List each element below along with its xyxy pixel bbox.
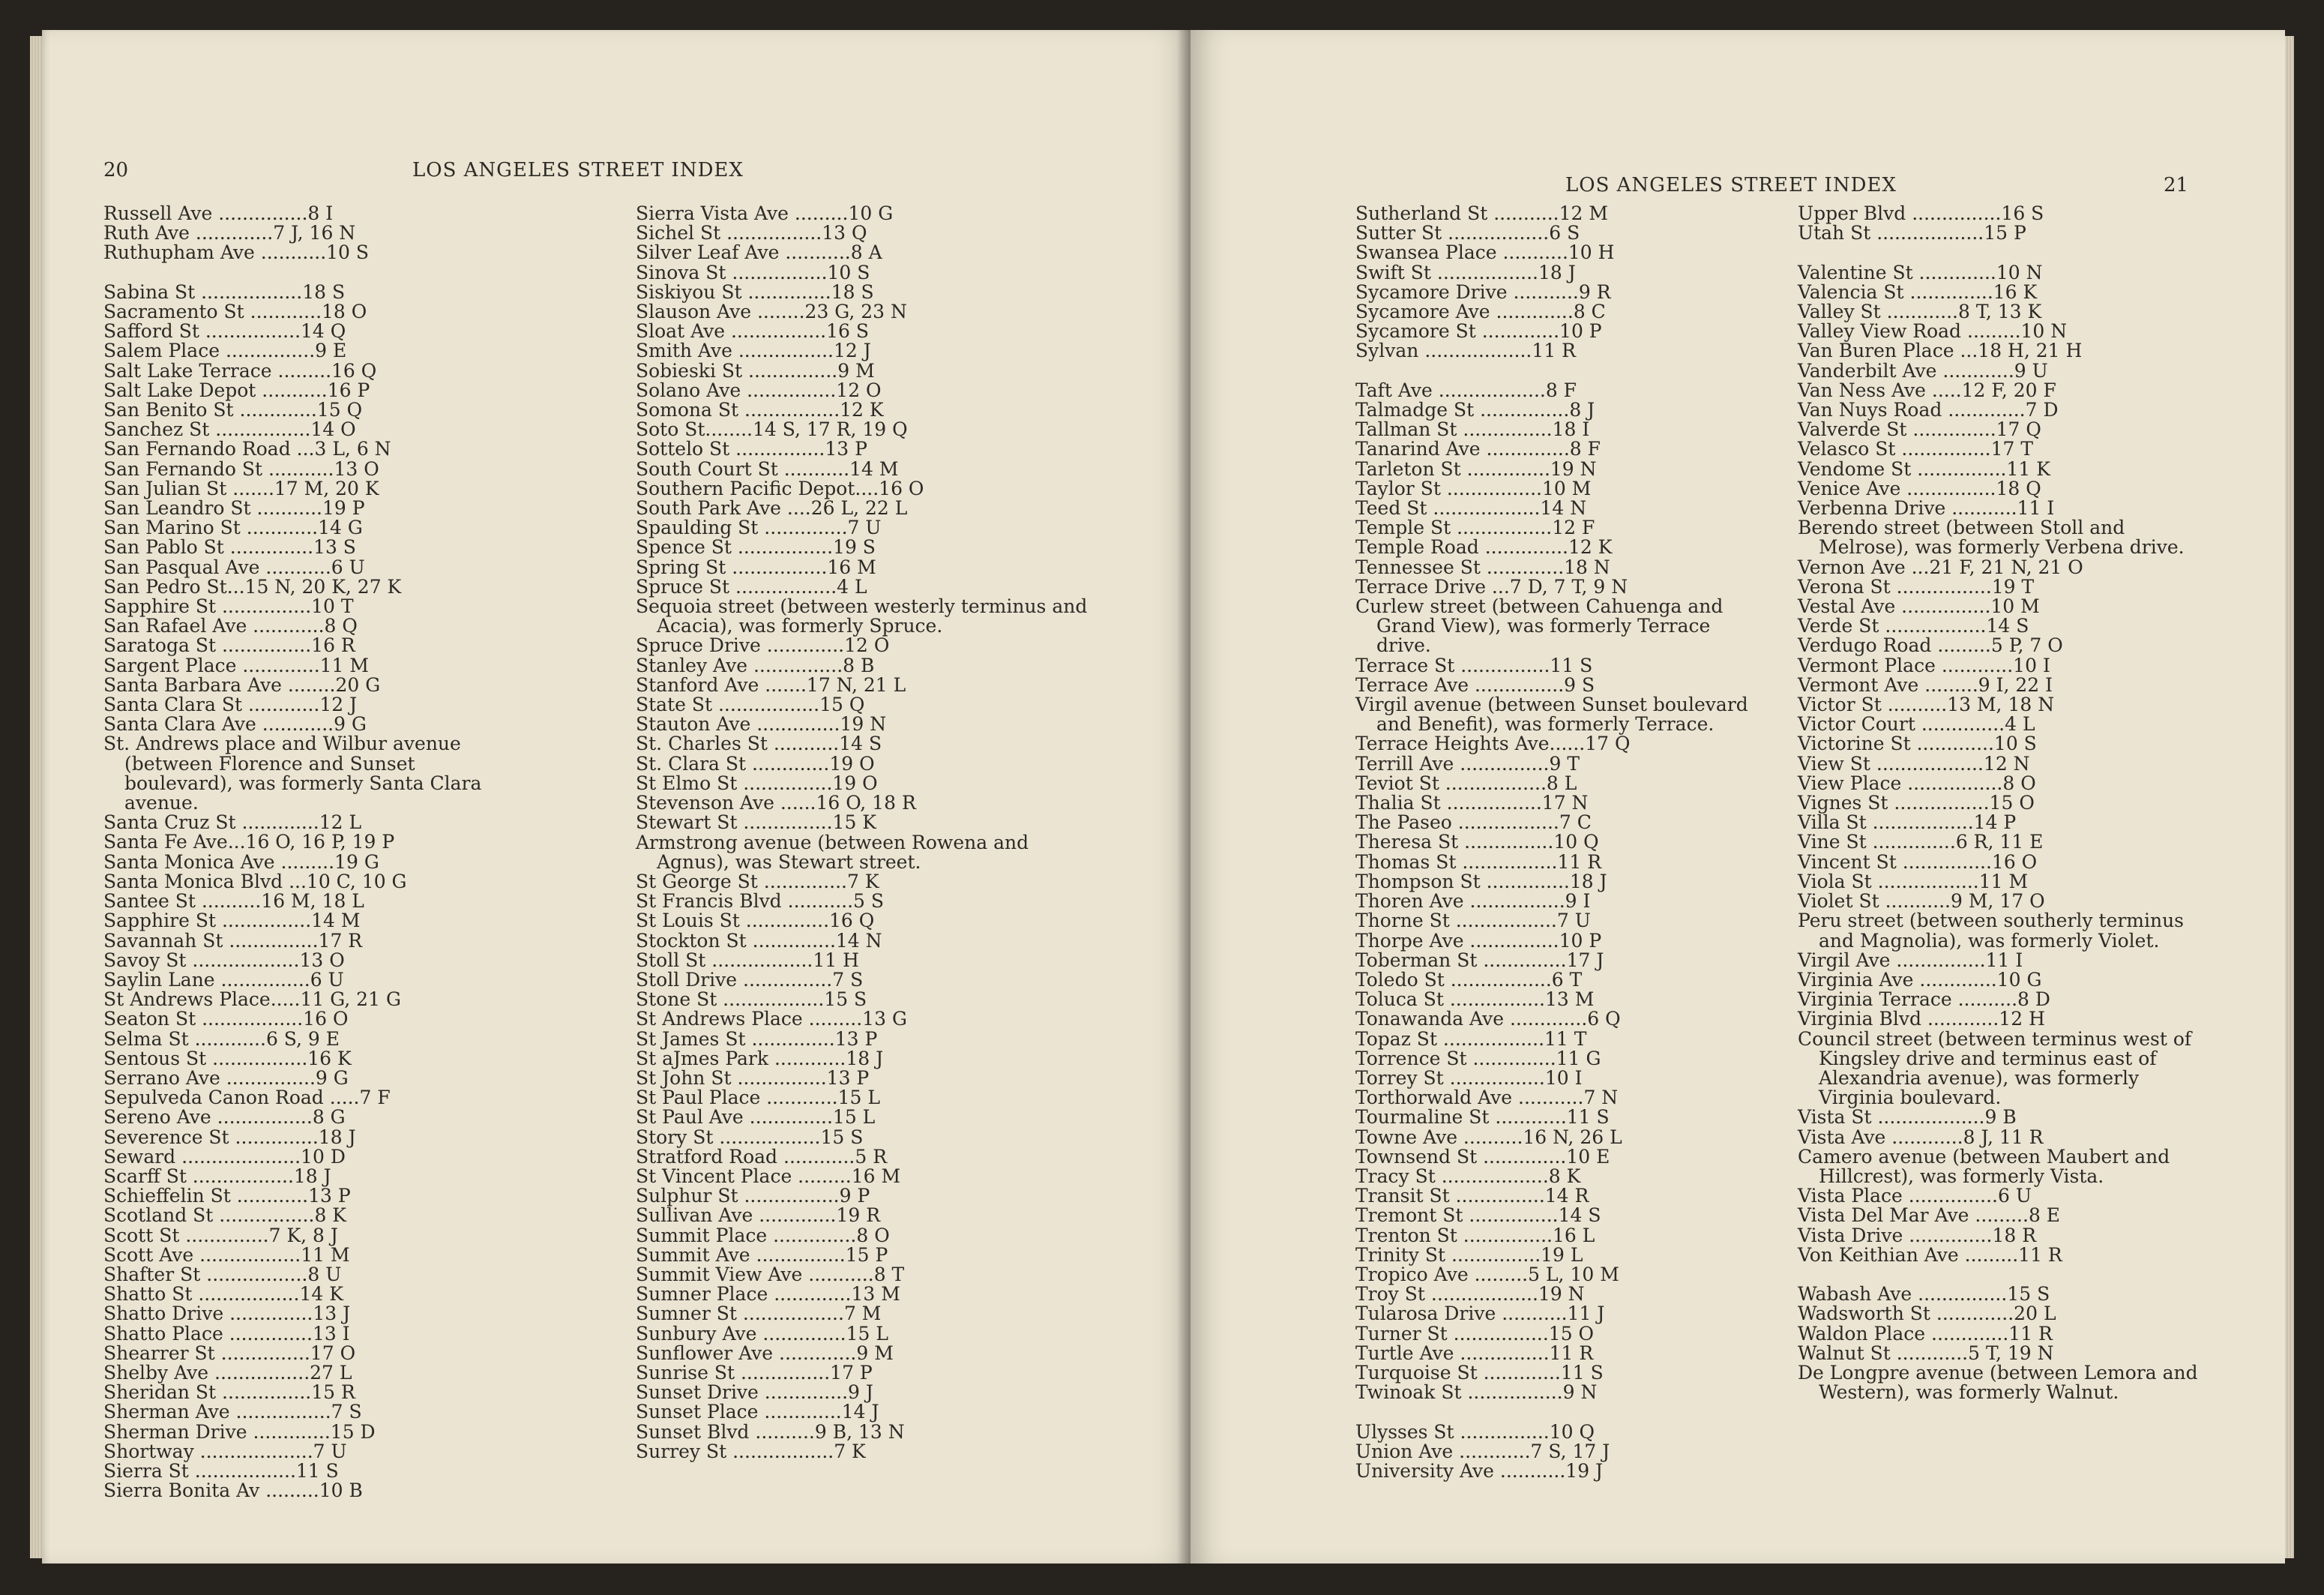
index-entry: Spruce St .................4 L: [636, 575, 867, 598]
index-entry: Thoren Ave ................9 I: [1355, 890, 1591, 913]
index-entry: St aJmes Park ............18 J: [636, 1047, 884, 1069]
index-entry: Topaz St .................11 T: [1355, 1027, 1587, 1050]
index-entry: Sereno Ave ................8 G: [103, 1106, 346, 1129]
index-entry: Peru street (between southerly terminus and Magnolia), was formerly Violet.: [1798, 910, 2185, 952]
index-entry: Stratford Road ............5 R: [636, 1145, 888, 1168]
index-entry: Utah St ..................15 P: [1798, 222, 2026, 244]
index-entry: Santa Monica Ave .........19 G: [103, 850, 379, 873]
index-entry: Torthorwald Ave ...........7 N: [1355, 1087, 1619, 1109]
index-entry: Savoy St ..................13 O: [103, 949, 345, 971]
index-entry: Sobieski St ...............9 M: [636, 359, 875, 382]
index-entry: Shelby Ave ................27 L: [103, 1361, 352, 1384]
index-entry: Seaton St .................16 O: [103, 1008, 349, 1030]
index-entry: Trinity St ...............19 L: [1355, 1243, 1583, 1266]
index-entry: Shearrer St ...............17 O: [103, 1342, 356, 1364]
index-entry: Santa Fe Ave...16 O, 16 P, 19 P: [103, 831, 395, 853]
index-entry: Severence St ..............18 J: [103, 1126, 356, 1148]
index-entry: Summit Place ..............8 O: [636, 1224, 890, 1246]
index-entry: Vanderbilt Ave ............9 U: [1798, 359, 2048, 382]
index-entry: Torrey St ................10 I: [1355, 1066, 1583, 1089]
index-entry: Tallman St ...............18 I: [1355, 418, 1590, 441]
index-entry: St John St ...............13 P: [636, 1066, 870, 1089]
index-entry: Serrano Ave ...............9 G: [103, 1066, 349, 1089]
index-entry: Venice Ave ...............18 Q: [1798, 477, 2041, 499]
index-entry: Santee St ..........16 M, 18 L: [103, 890, 364, 913]
index-entry: Tonawanda Ave .............6 Q: [1355, 1008, 1621, 1030]
index-entry: Valencia St ..............16 K: [1798, 280, 2038, 303]
index-entry: Taylor St ................10 M: [1355, 477, 1592, 499]
index-entry: Scotland St ................8 K: [103, 1204, 346, 1227]
index-entry: Terrace Drive ...7 D, 7 T, 9 N: [1355, 575, 1628, 598]
index-entry: Violet St ...........9 M, 17 O: [1798, 890, 2045, 913]
index-entry: Sapphire St ...............10 T: [103, 595, 354, 618]
index-entry: South Court St ...........14 M: [636, 457, 899, 480]
index-entry: Sunset Place .............14 J: [636, 1401, 879, 1423]
index-entry: Somona St ................12 K: [636, 399, 884, 421]
index-entry: Vincent St ...............16 O: [1798, 850, 2038, 873]
index-entry: Von Keithian Ave .........11 R: [1798, 1243, 2062, 1266]
index-entry: San Benito St .............15 Q: [103, 399, 363, 421]
index-entry: Ruth Ave .............7 J, 16 N: [103, 222, 356, 244]
index-entry: Camero avenue (between Maubert and Hillcrest), was formerly Vista.: [1798, 1145, 2170, 1187]
index-entry: Stewart St ...............15 K: [636, 811, 876, 834]
index-entry: St. Charles St ...........14 S: [636, 733, 882, 755]
right-page: [1190, 30, 2285, 1564]
index-entry: Toledo St .................6 T: [1355, 968, 1583, 991]
index-entry: Vernon Ave ...21 F, 21 N, 21 O: [1798, 556, 2083, 578]
index-entry: Santa Cruz St .............12 L: [103, 811, 362, 834]
section-gap: [1355, 1402, 1753, 1422]
index-entry: Savannah St ...............17 R: [103, 929, 363, 952]
index-entry: Selma St ............6 S, 9 E: [103, 1027, 340, 1050]
index-entry: Victorine St .............10 S: [1798, 733, 2037, 755]
index-entry: Sichel St ................13 Q: [636, 222, 867, 244]
index-entry: Sabina St .................18 S: [103, 280, 346, 303]
index-column: [636, 204, 1093, 1462]
index-entry: Spaulding St ..............7 U: [636, 517, 882, 539]
index-entry: Virgil avenue (between Sunset boulevard and Benefit), was formerly Terrace.: [1355, 694, 1748, 736]
index-entry: Vermont Ave .........9 I, 22 I: [1798, 673, 2053, 696]
index-entry: Sierra St .................11 S: [103, 1459, 339, 1482]
index-entry: Teed St ..................14 N: [1355, 497, 1587, 520]
index-entry: Vista St ..................9 B: [1798, 1106, 2017, 1129]
index-entry: Sepulveda Canon Road .....7 F: [103, 1087, 391, 1109]
index-entry: St. Clara St .............19 O: [636, 752, 875, 775]
index-entry: St Francis Blvd ...........5 S: [636, 890, 885, 913]
index-entry: Seward ....................10 D: [103, 1145, 346, 1168]
index-entry: Armstrong avenue (between Rowena and Agnus), was Stewart street.: [636, 831, 1029, 873]
index-entry: Theresa St ...............10 Q: [1355, 831, 1599, 853]
index-entry: San Pedro St...15 N, 20 K, 27 K: [103, 575, 402, 598]
index-entry: Santa Clara St ............12 J: [103, 694, 358, 716]
index-column: [103, 204, 523, 1501]
index-entry: Towne Ave ..........16 N, 26 L: [1355, 1126, 1622, 1148]
index-entry: Velasco St ...............17 T: [1798, 438, 2034, 460]
index-entry: Sumner St .................7 M: [636, 1303, 882, 1325]
index-entry: Stanley Ave ...............8 B: [636, 654, 875, 676]
index-entry: Saratoga St ...............16 R: [103, 634, 355, 657]
index-entry: Sloat Ave ................16 S: [636, 320, 870, 343]
index-entry: Townsend St ..............10 E: [1355, 1145, 1610, 1168]
index-entry: Salt Lake Depot ...........16 P: [103, 379, 370, 401]
index-entry: Terrace Ave ...............9 S: [1355, 673, 1595, 696]
index-entry: San Rafael Ave ............8 Q: [103, 615, 358, 637]
index-entry: Tremont St ...............14 S: [1355, 1204, 1601, 1227]
index-entry: Trenton St ...............16 L: [1355, 1224, 1595, 1246]
index-entry: Taft Ave ..................8 F: [1355, 379, 1577, 401]
index-entry: Walnut St ............5 T, 19 N: [1798, 1342, 2054, 1364]
running-header: LOS ANGELES STREET INDEX: [412, 159, 744, 181]
index-entry: Shafter St .................8 U: [103, 1263, 342, 1285]
index-entry: Shatto Drive ..............13 J: [103, 1303, 351, 1325]
index-entry: Sulphur St ................9 P: [636, 1185, 870, 1207]
index-entry: Tanarind Ave ..............8 F: [1355, 438, 1601, 460]
index-entry: Turtle Ave ...............11 R: [1355, 1342, 1594, 1364]
index-entry: Viola St .................11 M: [1798, 870, 2029, 892]
index-entry: Sinova St ................10 S: [636, 261, 870, 283]
index-entry: Thompson St ..............18 J: [1355, 870, 1607, 892]
index-entry: Silver Leaf Ave ...........8 A: [636, 241, 882, 264]
index-entry: San Pablo St ..............13 S: [103, 536, 356, 559]
index-entry: Sycamore Drive ...........9 R: [1355, 280, 1611, 303]
index-entry: Thalia St ................17 N: [1355, 792, 1589, 814]
index-entry: Verdugo Road .........5 P, 7 O: [1798, 634, 2063, 657]
index-entry: Thorne St .................7 U: [1355, 910, 1591, 932]
index-entry: Summit View Ave ...........8 T: [636, 1263, 905, 1285]
index-entry: Wadsworth St .............20 L: [1798, 1303, 2056, 1325]
index-entry: Sumner Place .............13 M: [636, 1283, 900, 1306]
index-entry: Valley St ............8 T, 13 K: [1798, 301, 2042, 322]
index-entry: Tracy St ..................8 K: [1355, 1165, 1581, 1187]
index-entry: Shortway ...................7 U: [103, 1440, 347, 1462]
index-entry: Sutherland St ...........12 M: [1355, 202, 1608, 224]
index-entry: Toberman St ..............17 J: [1355, 949, 1604, 971]
index-entry: Virginia Blvd ............12 H: [1798, 1008, 2045, 1030]
index-column: [1798, 204, 2203, 1402]
index-entry: Stone St .................15 S: [636, 988, 867, 1011]
index-entry: Turner St ................15 O: [1355, 1322, 1595, 1345]
index-entry: Valentine St .............10 N: [1798, 261, 2043, 283]
index-entry: Salem Place ...............9 E: [103, 340, 347, 362]
index-entry: St Paul Place ............15 L: [636, 1087, 880, 1109]
index-entry: Sunset Blvd ..........9 B, 13 N: [636, 1420, 905, 1443]
index-entry: Soto St........14 S, 17 R, 19 Q: [636, 418, 908, 441]
index-entry: Vendome St ...............11 K: [1798, 457, 2050, 480]
index-entry: Talmadge St ...............8 J: [1355, 399, 1595, 421]
index-entry: Verona St ................19 T: [1798, 575, 2035, 598]
index-entry: Upper Blvd ...............16 S: [1798, 202, 2044, 224]
index-entry: Van Ness Ave .....12 F, 20 F: [1798, 379, 2056, 401]
index-column: [1355, 204, 1753, 1481]
index-entry: Sentous St ................16 K: [103, 1047, 352, 1069]
index-entry: Stoll Drive ...............7 S: [636, 968, 864, 991]
index-entry: Swift St .................18 J: [1355, 261, 1576, 283]
index-entry: Ulysses St ...............10 Q: [1355, 1420, 1595, 1443]
index-entry: Temple St ................12 F: [1355, 517, 1595, 539]
index-entry: Vista Place ...............6 U: [1798, 1185, 2032, 1207]
index-entry: Story St .................15 S: [636, 1126, 864, 1148]
index-entry: Stoll St .................11 H: [636, 949, 859, 971]
index-entry: Troy St ..................19 N: [1355, 1283, 1585, 1306]
index-entry: Toluca St ................13 M: [1355, 988, 1595, 1011]
index-entry: Scarff St .................18 J: [103, 1165, 331, 1187]
index-entry: Santa Clara Ave ............9 G: [103, 713, 367, 736]
index-entry: St James St ..............13 P: [636, 1027, 878, 1050]
index-entry: Verbenna Drive ...........11 I: [1798, 497, 2055, 520]
index-entry: Stanford Ave .......17 N, 21 L: [636, 673, 906, 696]
index-entry: Virginia Terrace ..........8 D: [1798, 988, 2050, 1011]
index-entry: Sherman Drive .............15 D: [103, 1420, 376, 1443]
index-entry: Sylvan ..................11 R: [1355, 340, 1576, 362]
index-entry: Sherman Ave ................7 S: [103, 1401, 362, 1423]
index-entry: Sunrise St ...............17 P: [636, 1361, 873, 1384]
index-entry: St Louis St ..............16 Q: [636, 910, 875, 932]
index-entry: Sierra Vista Ave .........10 G: [636, 202, 894, 224]
index-entry: Scott St ..............7 K, 8 J: [103, 1224, 338, 1246]
index-entry: Sapphire St ...............14 M: [103, 910, 361, 932]
index-entry: Sunset Drive ..............9 J: [636, 1381, 873, 1404]
index-entry: Terrace Heights Ave......17 Q: [1355, 733, 1631, 755]
index-entry: San Pasqual Ave ...........6 U: [103, 556, 365, 578]
index-entry: Russell Ave ...............8 I: [103, 202, 334, 224]
index-entry: University Ave ...........19 J: [1355, 1459, 1604, 1482]
index-entry: Sequoia street (between westerly terminus and Acacia), was formerly Spruce.: [636, 595, 1088, 637]
index-entry: Vignes St ................15 O: [1798, 792, 2035, 814]
index-entry: Van Buren Place ...18 H, 21 H: [1798, 340, 2083, 362]
index-entry: State St .................15 Q: [636, 694, 865, 716]
index-entry: St. Andrews place and Wilbur avenue (between Florence and Sunset boulevard), was formerly Santa Clara avenue.: [103, 733, 482, 814]
index-entry: Villa St .................14 P: [1798, 811, 2017, 834]
index-entry: Solano Ave ...............12 O: [636, 379, 882, 401]
index-entry: View St ..................12 N: [1798, 752, 2030, 775]
index-entry: Vermont Place ............10 I: [1798, 654, 2050, 676]
index-entry: Sycamore Ave .............8 C: [1355, 301, 1606, 323]
index-entry: Shatto St .................14 K: [103, 1283, 343, 1306]
index-entry: San Julian St .......17 M, 20 K: [103, 477, 379, 499]
index-entry: Tropico Ave .........5 L, 10 M: [1355, 1263, 1619, 1285]
index-entry: Slauson Ave ........23 G, 23 N: [636, 301, 907, 323]
index-entry: Surrey St .................7 K: [636, 1440, 866, 1462]
index-entry: St Vincent Place .........16 M: [636, 1165, 901, 1187]
index-entry: Vista Drive ..............18 R: [1798, 1224, 2037, 1246]
index-entry: Council street (between terminus west of Kingsley drive and terminus east of Alexandria avenue), was formerly Virginia boulevard.: [1798, 1027, 2192, 1109]
index-entry: Virgil Ave ...............11 I: [1798, 949, 2023, 971]
index-entry: Temple Road ..............12 K: [1355, 536, 1613, 559]
index-entry: Spruce Drive .............12 O: [636, 634, 890, 657]
section-gap: [103, 263, 523, 283]
index-entry: St Andrews Place.....11 G, 21 G: [103, 988, 401, 1011]
section-gap: [1355, 361, 1753, 381]
index-entry: Twinoak St ................9 N: [1355, 1381, 1598, 1404]
index-entry: Santa Barbara Ave ........20 G: [103, 673, 381, 696]
index-entry: Sheridan St ...............15 R: [103, 1381, 355, 1404]
index-entry: Torrence St ..............11 G: [1355, 1047, 1601, 1069]
index-entry: San Leandro St ...........19 P: [103, 497, 365, 520]
index-entry: Salt Lake Terrace .........16 Q: [103, 359, 377, 382]
index-entry: Terrill Ave ...............9 T: [1355, 752, 1580, 775]
index-entry: Schieffelin St ............13 P: [103, 1185, 351, 1207]
index-entry: Summit Ave ...............15 P: [636, 1243, 888, 1266]
index-entry: Tennessee St .............18 N: [1355, 556, 1610, 578]
left-page: [42, 30, 1190, 1564]
running-header: LOS ANGELES STREET INDEX: [1565, 174, 1897, 196]
section-gap: [1798, 1265, 2203, 1285]
index-entry: Sanchez St ................14 O: [103, 418, 356, 441]
index-entry: Tourmaline St ............11 S: [1355, 1106, 1610, 1129]
index-entry: Vista Del Mar Ave .........8 E: [1798, 1204, 2061, 1227]
index-entry: Terrace St ...............11 S: [1355, 654, 1593, 676]
index-entry: St George St ..............7 K: [636, 870, 879, 892]
index-entry: San Fernando St ...........13 O: [103, 457, 379, 480]
index-entry: Spence St ................19 S: [636, 536, 876, 559]
index-entry: Valverde St ..............17 Q: [1798, 418, 2041, 441]
index-entry: Turquoise St .............11 S: [1355, 1361, 1604, 1384]
index-entry: Swansea Place ...........10 H: [1355, 241, 1615, 264]
index-entry: Victor Court ..............4 L: [1798, 713, 2035, 736]
index-entry: South Park Ave ....26 L, 22 L: [636, 497, 908, 520]
index-entry: Tularosa Drive ...........11 J: [1355, 1303, 1605, 1325]
index-entry: View Place ................8 O: [1798, 772, 2036, 794]
index-entry: Stockton St ..............14 N: [636, 929, 882, 952]
index-entry: Smith Ave ................12 J: [636, 340, 871, 362]
page-number: 21: [2164, 174, 2189, 196]
index-entry: Stevenson Ave ......16 O, 18 R: [636, 792, 916, 814]
index-entry: Ruthupham Ave ...........10 S: [103, 241, 370, 264]
index-entry: Sierra Bonita Av .........10 B: [103, 1480, 363, 1502]
index-entry: St Elmo St ...............19 O: [636, 772, 878, 794]
index-entry: Sunbury Ave ..............15 L: [636, 1322, 888, 1345]
index-entry: Stauton Ave ..............19 N: [636, 713, 887, 736]
index-entry: Vine St ..............6 R, 11 E: [1798, 831, 2044, 853]
index-entry: Sycamore St .............10 P: [1355, 320, 1602, 343]
index-entry: Saylin Lane ...............6 U: [103, 968, 344, 991]
index-entry: Wabash Ave ...............15 S: [1798, 1283, 2050, 1306]
index-entry: The Paseo .................7 C: [1355, 811, 1592, 834]
index-entry: Teviot St .................8 L: [1355, 772, 1577, 794]
index-entry: Siskiyou St ..............18 S: [636, 280, 874, 303]
index-entry: Vestal Ave ...............10 M: [1798, 595, 2040, 618]
index-entry: Sottelo St ...............13 P: [636, 438, 867, 460]
index-entry: Thomas St ................11 R: [1355, 850, 1602, 873]
index-entry: Verde St .................14 S: [1798, 615, 2029, 637]
index-entry: Safford St ................14 Q: [103, 320, 346, 343]
index-entry: Valley View Road .........10 N: [1798, 320, 2068, 343]
index-entry: Van Nuys Road .............7 D: [1798, 399, 2059, 421]
index-entry: Virginia Ave .............10 G: [1798, 968, 2042, 991]
index-entry: San Fernando Road ...3 L, 6 N: [103, 438, 391, 460]
index-entry: Transit St ...............14 R: [1355, 1185, 1589, 1207]
index-entry: St Andrews Place .........13 G: [636, 1008, 907, 1030]
section-gap: [1798, 243, 2203, 262]
index-entry: Sargent Place .............11 M: [103, 654, 370, 676]
index-entry: Tarleton St ..............19 N: [1355, 457, 1597, 480]
index-entry: Curlew street (between Cahuenga and Grand View), was formerly Terrace drive.: [1355, 595, 1724, 657]
index-entry: Vista Ave ............8 J, 11 R: [1798, 1126, 2044, 1148]
index-entry: De Longpre avenue (between Lemora and Western), was formerly Walnut.: [1798, 1361, 2198, 1404]
index-entry: Victor St ..........13 M, 18 N: [1798, 694, 2055, 716]
index-entry: Southern Pacific Depot....16 O: [636, 477, 924, 499]
index-entry: Berendo street (between Stoll and Melrose), was formerly Verbena drive.: [1798, 517, 2185, 559]
index-entry: San Marino St ............14 G: [103, 517, 363, 539]
page-number: 20: [103, 159, 129, 181]
index-entry: St Paul Ave ..............15 L: [636, 1106, 876, 1129]
index-entry: Scott Ave .................11 M: [103, 1243, 350, 1266]
index-entry: Sutter St .................6 S: [1355, 222, 1580, 244]
index-entry: Shatto Place ..............13 I: [103, 1322, 350, 1345]
index-entry: Sacramento St ............18 O: [103, 301, 367, 322]
index-entry: Union Ave ............7 S, 17 J: [1355, 1440, 1610, 1462]
index-entry: Santa Monica Blvd ...10 C, 10 G: [103, 870, 407, 892]
index-entry: Spring St ................16 M: [636, 556, 876, 578]
index-entry: Thorpe Ave ...............10 P: [1355, 929, 1602, 952]
index-entry: Waldon Place .............11 R: [1798, 1322, 2053, 1345]
index-entry: Sunflower Ave .............9 M: [636, 1342, 894, 1364]
index-entry: Sullivan Ave .............19 R: [636, 1204, 881, 1227]
